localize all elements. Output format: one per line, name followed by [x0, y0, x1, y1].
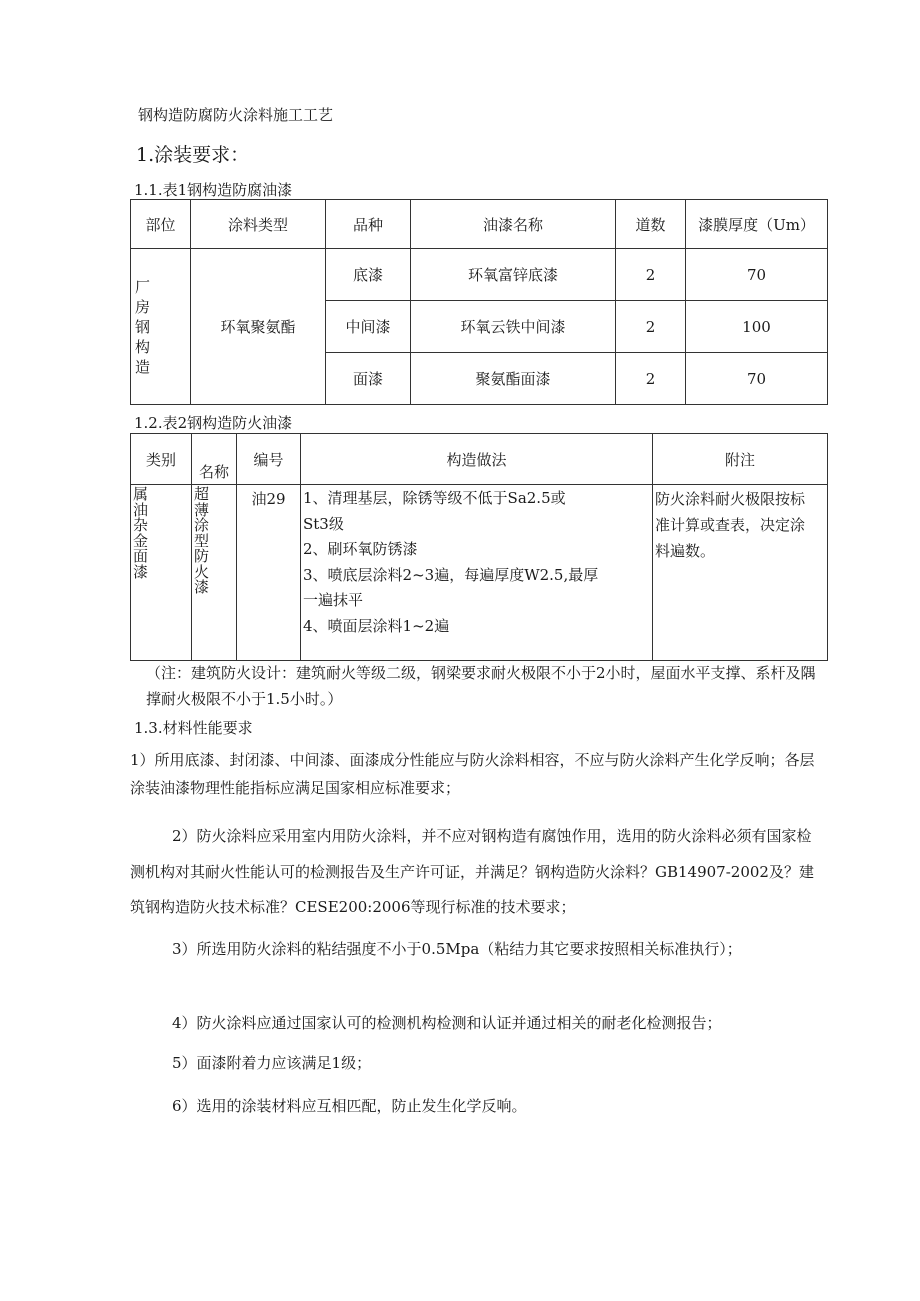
kind-cell: 面漆 — [326, 353, 411, 405]
category-char: 杂 — [133, 516, 149, 534]
coats-cell: 2 — [616, 249, 686, 301]
paint-name-cell: 环氧富锌底漆 — [411, 249, 616, 301]
table-header-row — [131, 434, 828, 485]
requirement-paragraph-1: 1）所用底漆、封闭漆、中间漆、面漆成分性能应与防火涂料相容，不应与防火涂料产生化学反响；各层涂装油漆物理性能指标应满足国家相应标准要求； — [130, 751, 815, 797]
paint-name-cell: 聚氨酯面漆 — [411, 353, 616, 405]
header-cell: 编号 — [237, 434, 301, 485]
requirement-paragraph-4: 4）防火涂料应通过国家认可的检测机构检测和认证并通过相关的耐老化检测报告； — [172, 1014, 722, 1032]
name-char: 超 — [194, 485, 210, 503]
section-heading-1-2: 1.2.表2钢构造防火油漆 — [134, 414, 293, 432]
header-cell: 道数 — [616, 200, 686, 249]
method-step: 3、喷底层涂料2~3遍，每遍厚度W2.5,最厚 — [303, 565, 599, 584]
method-step: 2、刷环氧防锈漆 — [303, 540, 418, 558]
header-cell: 油漆名称 — [411, 200, 616, 249]
thickness-cell: 70 — [686, 353, 828, 405]
category-char: 油 — [133, 500, 149, 519]
requirement-paragraph-6: 6）选用的涂装材料应互相匹配，防止发生化学反响。 — [172, 1097, 527, 1115]
code-cell: 油29 — [237, 485, 301, 661]
category-char: 金 — [133, 531, 149, 550]
remark-line: 料遍数。 — [655, 542, 716, 560]
method-step: 1、清理基层，除锈等级不低于Sa2.5或 — [303, 489, 566, 507]
header-cell: 附注 — [653, 434, 828, 485]
thickness-cell: 70 — [686, 249, 828, 301]
part-char: 房 — [135, 297, 151, 316]
table-row — [131, 249, 828, 301]
requirement-paragraph-5: 5）面漆附着力应该满足1级； — [172, 1054, 372, 1072]
requirement-paragraph-2: 2）防火涂料应采用室内用防火涂料，并不应对钢构造有腐蚀作用，选用的防火涂料必须有国家检测机构对其耐火性能认可的检测报告及生产许可证，并满足？钢构造防火涂料？GB14907-2002及？建筑钢构造防火技术标准？CESE200:2006等现行标准的技术要求； — [130, 827, 814, 916]
method-step: St3级 — [303, 514, 344, 533]
kind-cell: 底漆 — [326, 249, 411, 301]
name-char: 漆 — [194, 578, 210, 596]
coating-type-cell: 环氧聚氨酯 — [191, 249, 326, 405]
part-cell — [131, 249, 191, 405]
method-step: 4、喷面层涂料1~2遍 — [303, 616, 450, 635]
part-char: 构 — [135, 337, 151, 356]
table-row — [131, 485, 828, 661]
header-cell: 构造做法 — [301, 434, 653, 485]
header-cell: 部位 — [131, 200, 191, 249]
coats-cell: 2 — [616, 301, 686, 353]
name-char: 薄 — [194, 500, 210, 519]
kind-cell: 中间漆 — [326, 301, 411, 353]
section-heading-1: 1.涂装要求： — [136, 144, 250, 166]
paint-name-cell: 环氧云铁中间漆 — [411, 301, 616, 353]
remark-line: 准计算或查表，决定涂 — [655, 516, 806, 534]
table-header-row — [131, 200, 828, 249]
name-char: 火 — [194, 562, 210, 581]
header-cell: 品种 — [326, 200, 411, 249]
anticorrosion-paint-table — [130, 199, 828, 405]
header-cell: 漆膜厚度（Um） — [686, 200, 828, 249]
category-char: 面 — [133, 547, 149, 565]
thickness-cell: 100 — [686, 301, 828, 353]
name-char: 型 — [194, 531, 210, 550]
category-cell — [131, 485, 192, 661]
fireproof-paint-table — [130, 433, 828, 661]
section-heading-1-1: 1.1.表1钢构造防腐油漆 — [134, 181, 293, 199]
method-step: 一遍抹平 — [303, 591, 364, 609]
coats-cell: 2 — [616, 353, 686, 405]
method-cell — [301, 485, 653, 661]
category-char: 漆 — [133, 562, 149, 581]
remark-line: 防火涂料耐火极限按标 — [655, 490, 806, 508]
part-char: 造 — [135, 357, 151, 376]
fire-design-note: （注：建筑防火设计：建筑耐火等级二级，钢梁要求耐火极限不小于2小时，屋面水平支撑、系杆及隅撑耐火极限不小于1.5小时。） — [146, 664, 816, 708]
header-cell: 涂料类型 — [191, 200, 326, 249]
name-cell — [192, 485, 237, 661]
name-char: 涂 — [194, 516, 210, 534]
part-char: 钢 — [135, 317, 151, 336]
header-cell: 名称 — [192, 434, 237, 485]
requirement-paragraph-3: 3）所选用防火涂料的粘结强度不小于0.5Mpa（粘结力其它要求按照相关标准执行）； — [172, 940, 742, 958]
remark-cell — [653, 485, 828, 661]
doc-title: 钢构造防腐防火涂料施工工艺 — [138, 106, 334, 124]
section-heading-1-3: 1.3.材料性能要求 — [134, 719, 253, 737]
category-char: 属 — [133, 485, 149, 503]
part-char: 厂 — [135, 277, 151, 296]
header-cell: 类别 — [131, 434, 192, 485]
name-char: 防 — [194, 547, 210, 565]
